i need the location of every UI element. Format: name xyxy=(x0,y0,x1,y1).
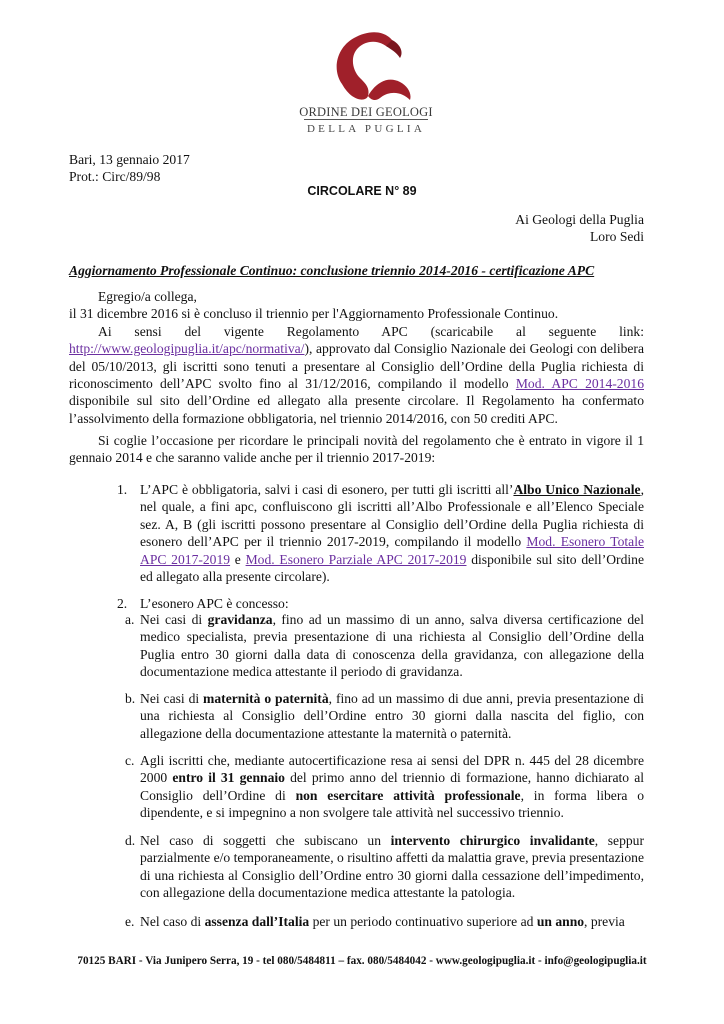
logo-subtitle: DELLA PUGLIA xyxy=(306,123,426,135)
recipients-line1: Ai Geologi della Puglia xyxy=(515,212,644,227)
sub-item-bold: gravidanza xyxy=(207,612,273,627)
greeting: Egregio/a collega, xyxy=(98,289,197,304)
subject-line: Aggiornamento Professionale Continuo: conclusione triennio 2014-2016 - certificazione APC xyxy=(69,263,595,278)
sub-item-text: , fino ad un massimo di un anno, salva diversa certificazione del medico specialista, previa presentazione di una richiesta al Consiglio dell’Ordine della Puglia entro 30 giorni dalla data di conoscenza della gravidanza, con allegazione della documentazione medica attestante il periodo di gravidanza. xyxy=(140,612,644,680)
intro-paragraph-1: il 31 dicembre 2016 si è concluso il triennio per l'Aggiornamento Professionale Continuo. xyxy=(69,306,559,322)
geologist-hammer-icon xyxy=(296,26,436,106)
sub-item-label: a. xyxy=(125,612,135,627)
sub-item-bold: un anno xyxy=(536,914,585,929)
sub-item-text: Agli iscritti che, mediante autocertificazione resa ai sensi del DPR n. 445 del 28 dicembre 2000 xyxy=(140,753,644,786)
item1-text-4: disponibile sul sito dell’Ordine ed allegato alla presente circolare). xyxy=(140,551,644,585)
date-block xyxy=(69,151,190,186)
sub-item-label: e. xyxy=(125,914,135,929)
sub-item-label: d. xyxy=(125,833,136,848)
recipients-line2: Loro Sedi xyxy=(590,229,644,245)
circolare-title: CIRCOLARE N° 89 xyxy=(307,184,417,198)
mod-esonero-parziale-link[interactable]: Mod. Esonero Parziale APC 2017-2019 xyxy=(245,551,467,567)
sub-item-b xyxy=(125,690,644,742)
sub-item-text: Nei casi di xyxy=(140,691,204,706)
sub-item-text: , seppur parzialmente e/o temporaneamente, o risultino affetti da malattia grave, previa presentazione di una richiesta al Consiglio dell’Ordine entro 30 giorni dalla cessazione dell’impedimento, con allegazione della documentazione medica attestante la patologia. xyxy=(140,833,645,901)
intro-paragraph-3-text: Si coglie l’occasione per ricordare le principali novità del regolamento che è entrato in vigore il 1 gennaio 2014 e che saranno valide anche per il triennio 2017-2019: xyxy=(69,433,644,466)
normativa-link[interactable]: http://www.geologipuglia.it/apc/normativa/ xyxy=(69,341,305,357)
item1-text-3: e xyxy=(230,551,246,567)
mod-esonero-totale-link[interactable]: Mod. Esonero Totale APC 2017-2019 xyxy=(140,534,644,567)
protocol-number: Prot.: Circ/89/98 xyxy=(69,169,161,185)
list-number-2: 2. xyxy=(117,596,128,611)
date: Bari, 13 gennaio 2017 xyxy=(69,152,190,167)
sub-item-bold: assenza dall’Italia xyxy=(204,914,310,929)
list-item-1 xyxy=(140,481,644,585)
sub-item-text: Nel caso di soggetti che subiscano un xyxy=(140,833,391,848)
list-item-2: L’esonero APC è concesso: xyxy=(140,596,289,611)
sub-item-text: , previa xyxy=(584,914,625,929)
footer-address: 70125 BARI - Via Junipero Serra, 19 - tel 080/5484811 – fax. 080/5484042 - www.geologipuglia.it - info@geologipuglia.it xyxy=(77,955,647,967)
p2-text-start: Ai sensi del vigente Regolamento APC (scaricabile al seguente link: xyxy=(98,323,644,339)
sub-item-text: Nei casi di xyxy=(140,612,208,627)
logo-title: ORDINE DEI GEOLOGI xyxy=(299,105,433,119)
sub-item-text: per un periodo continuativo superiore ad xyxy=(309,914,537,929)
p2-text-mid: ), approvato dal Consiglio Nazionale dei Geologi con delibera del 05/10/2013, gli iscritti sono tenuti a presentare al Consiglio dell’Ordine della Puglia richiesta di riconoscimento dell’APC svolto fino al 31/12/2016, compilando il modello xyxy=(69,341,644,392)
sub-item-text: , in forma libera o dipendente, e si impegnino a non svolgere tale attività nel successivo triennio. xyxy=(140,787,645,821)
sub-item-bold: maternità o paternità xyxy=(203,691,329,706)
intro-paragraph-3 xyxy=(69,432,644,467)
p2-text-end: disponibile sul sito dell’Ordine ed allegato alla presente circolare. Il Regolamento ha confermato l’assolvimento della formazione obbligatoria, nel triennio 2014/2016, con 50 crediti APC. xyxy=(69,393,644,426)
sub-item-c xyxy=(125,752,645,822)
intro-paragraph-2 xyxy=(69,323,644,427)
intro-block xyxy=(69,288,644,427)
sub-item-bold: non esercitare attività professionale xyxy=(295,787,521,803)
sub-item-bold: intervento chirurgico invalidante xyxy=(390,833,595,848)
ordine-geologi-logo xyxy=(296,26,436,134)
recipients xyxy=(515,211,644,246)
albo-unico-nazionale: Albo Unico Nazionale xyxy=(513,482,641,497)
sub-item-d xyxy=(125,832,645,902)
item1-text-1: L’APC è obbligatoria, salvi i casi di esonero, per tutti gli iscritti all’ xyxy=(140,482,514,497)
sub-item-text: Nel caso di xyxy=(140,914,205,929)
sub-item-bold: entro il 31 gennaio xyxy=(172,770,285,786)
sub-item-label: b. xyxy=(125,691,136,706)
sub-item-e xyxy=(125,913,644,930)
list-number-1: 1. xyxy=(117,482,128,497)
mod-apc-link[interactable]: Mod. APC 2014-2016 xyxy=(515,376,644,392)
item1-text-2: , nel quale, a fini apc, confluiscono gli iscritti all’Albo Professionale e all’Elenco Speciale sez. A, B (gli iscritti possono presentare al Consiglio dell’Ordine della Puglia richiesta di esonero dell’APC per il triennio 2017-2019, compilando il modello xyxy=(140,482,645,550)
sub-item-label: c. xyxy=(125,753,135,768)
sub-item-text: del primo anno del triennio di formazione, hanno dichiarato al Consiglio dell’Ordine di xyxy=(140,770,645,803)
logo-divider xyxy=(304,119,428,120)
sub-item-text: , fino ad un massimo di due anni, previa presentazione di una richiesta al Consiglio dell’Ordine entro 30 giorni dalla nascita del figlio, con allegazione della documentazione attestante la maternità o paternità. xyxy=(140,691,644,741)
sub-item-a xyxy=(125,611,644,681)
